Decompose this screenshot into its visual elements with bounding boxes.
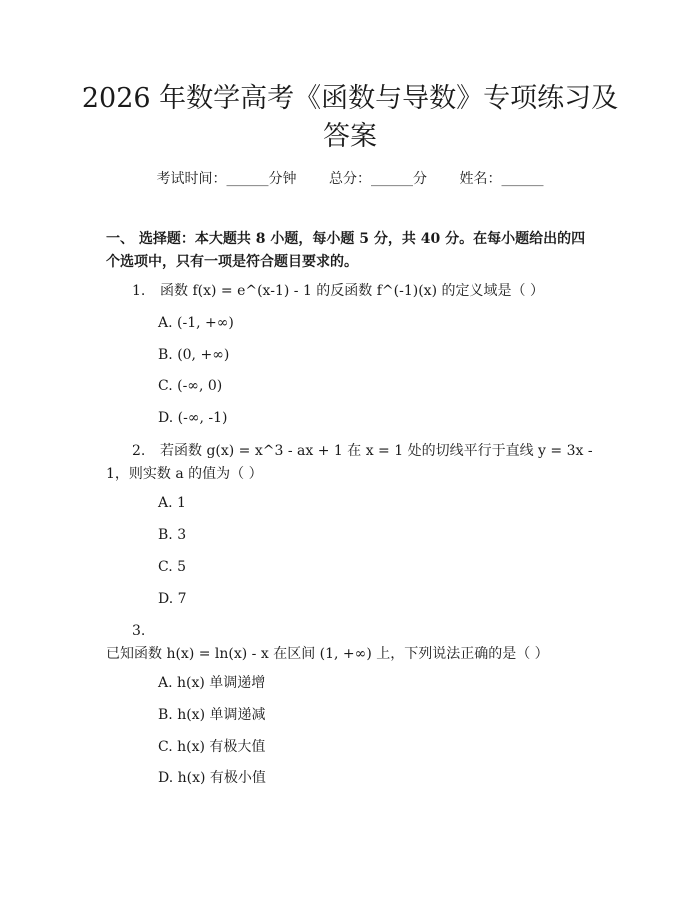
page-title: 2026 年数学高考《函数与导数》专项练习及答案	[81, 83, 619, 152]
question-number: 3.	[132, 623, 146, 639]
question-1-option-a: A. (-1, +∞)	[158, 315, 234, 331]
question-text: 若函数 g(x) = x^3 - ax + 1 在 x = 1 处的切线平行于直线 y = 3x - 1，则实数 a 的值为（ ）	[106, 443, 593, 482]
total-score-field: 总分：______分	[329, 171, 427, 187]
question-number: 1.	[132, 283, 146, 299]
section-heading: 一、 选择题：本大题共 8 小题，每小题 5 分，共 40 分。在每小题给出的四个选项中，只有一项是符合题目要求的。	[106, 231, 586, 270]
question-3-option-d: D. h(x) 有极小值	[158, 770, 266, 786]
question-3-option-b: B. h(x) 单调递减	[158, 707, 266, 723]
question-2-option-c: C. 5	[158, 559, 187, 575]
question-number: 2.	[132, 443, 146, 459]
question-1	[106, 280, 596, 303]
question-2-option-d: D. 7	[158, 591, 187, 607]
question-3-option-c: C. h(x) 有极大值	[158, 739, 266, 755]
question-text: 已知函数 h(x) = ln(x) - x 在区间 (1, +∞) 上，下列说法正确的是（ ）	[106, 646, 549, 662]
question-3	[106, 620, 596, 666]
question-2	[106, 440, 596, 486]
question-1-option-d: D. (-∞, -1)	[158, 410, 228, 426]
student-name-field: 姓名：______	[459, 171, 544, 187]
question-1-option-c: C. (-∞, 0)	[158, 378, 223, 394]
exam-time-field: 考试时间：______分钟	[156, 171, 297, 187]
question-2-option-b: B. 3	[158, 527, 187, 543]
question-1-option-b: B. (0, +∞)	[158, 347, 230, 363]
exam-meta	[0, 169, 700, 189]
question-text: 函数 f(x) = e^(x-1) - 1 的反函数 f^(-1)(x) 的定义域是（ ）	[160, 283, 544, 299]
question-2-option-a: A. 1	[158, 495, 186, 511]
question-3-option-a: A. h(x) 单调递增	[158, 675, 266, 691]
